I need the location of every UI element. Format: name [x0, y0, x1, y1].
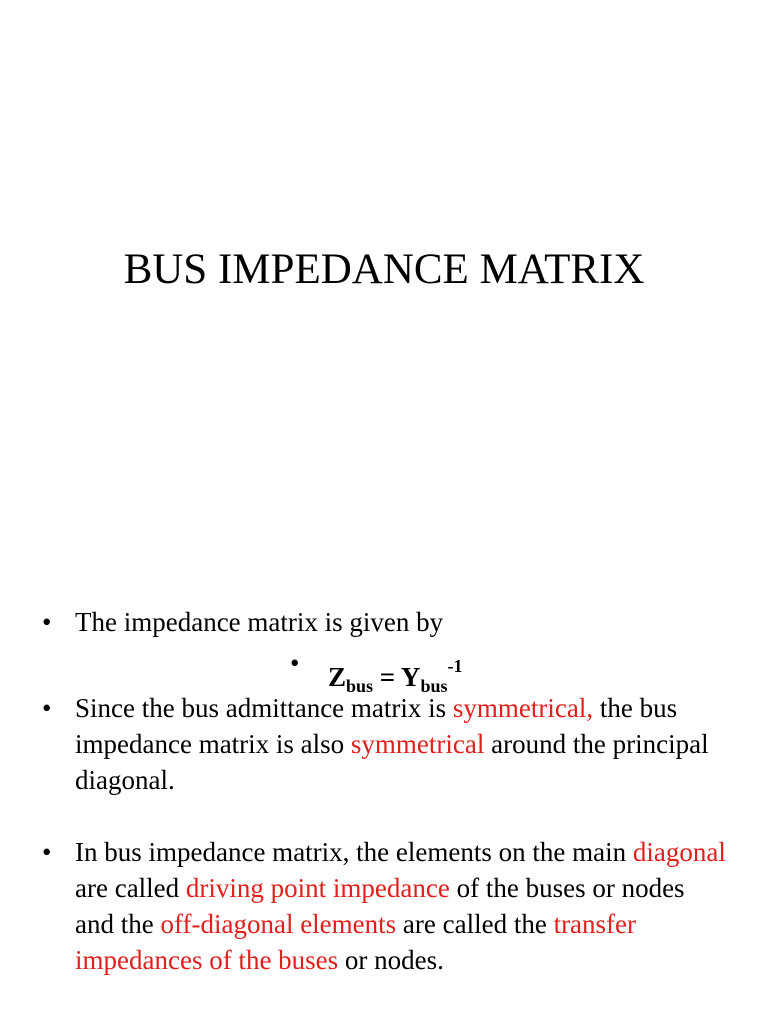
bullet-diagonal-elements: [0, 834, 768, 978]
text-run: are called the: [396, 909, 554, 939]
formula-bullet: [0, 640, 768, 696]
slide-title: BUS IMPEDANCE MATRIX: [123, 246, 645, 293]
bullet-text: The impedance matrix is given by: [75, 607, 444, 637]
highlight-symmetrical: symmetrical,: [452, 693, 594, 723]
highlight-transfer-impedances: transfer impedances of the buses: [75, 909, 637, 975]
text-run: the bus impedance matrix is also: [75, 693, 678, 759]
highlight-diagonal: diagonal: [632, 837, 726, 867]
bullet-list: [0, 604, 768, 978]
text-run: Since the bus admittance matrix is: [75, 693, 453, 723]
formula-inverse-superscript: -1: [447, 656, 463, 676]
bullet-symmetry: [0, 690, 768, 798]
bullet-dot: •: [42, 693, 52, 723]
text-run: are called: [75, 873, 186, 903]
text-run: In bus impedance matrix, the elements on the main: [75, 837, 633, 867]
highlight-symmetrical: symmetrical: [350, 729, 485, 759]
bullet-dot: •: [42, 607, 52, 637]
formula-z: Z: [328, 662, 347, 692]
formula-z-subscript: bus: [346, 676, 374, 696]
formula-equals-y: = Y: [373, 662, 421, 692]
highlight-driving-point-impedance: driving point impedance: [185, 873, 450, 903]
text-run: of the buses or nodes and the: [75, 873, 685, 939]
text-run: or nodes.: [338, 945, 444, 975]
bullet-dot: •: [42, 837, 52, 867]
text-run: around the principal diagonal.: [75, 729, 709, 795]
bullet-impedance-given: [0, 604, 768, 640]
bullet-text: [75, 693, 709, 795]
bullet-text: [75, 837, 726, 975]
spacer: [0, 798, 768, 834]
formula-y-subscript: bus: [420, 676, 448, 696]
highlight-off-diagonal-elements: off-diagonal elements: [160, 909, 397, 939]
bullet-dot: •: [290, 648, 300, 678]
